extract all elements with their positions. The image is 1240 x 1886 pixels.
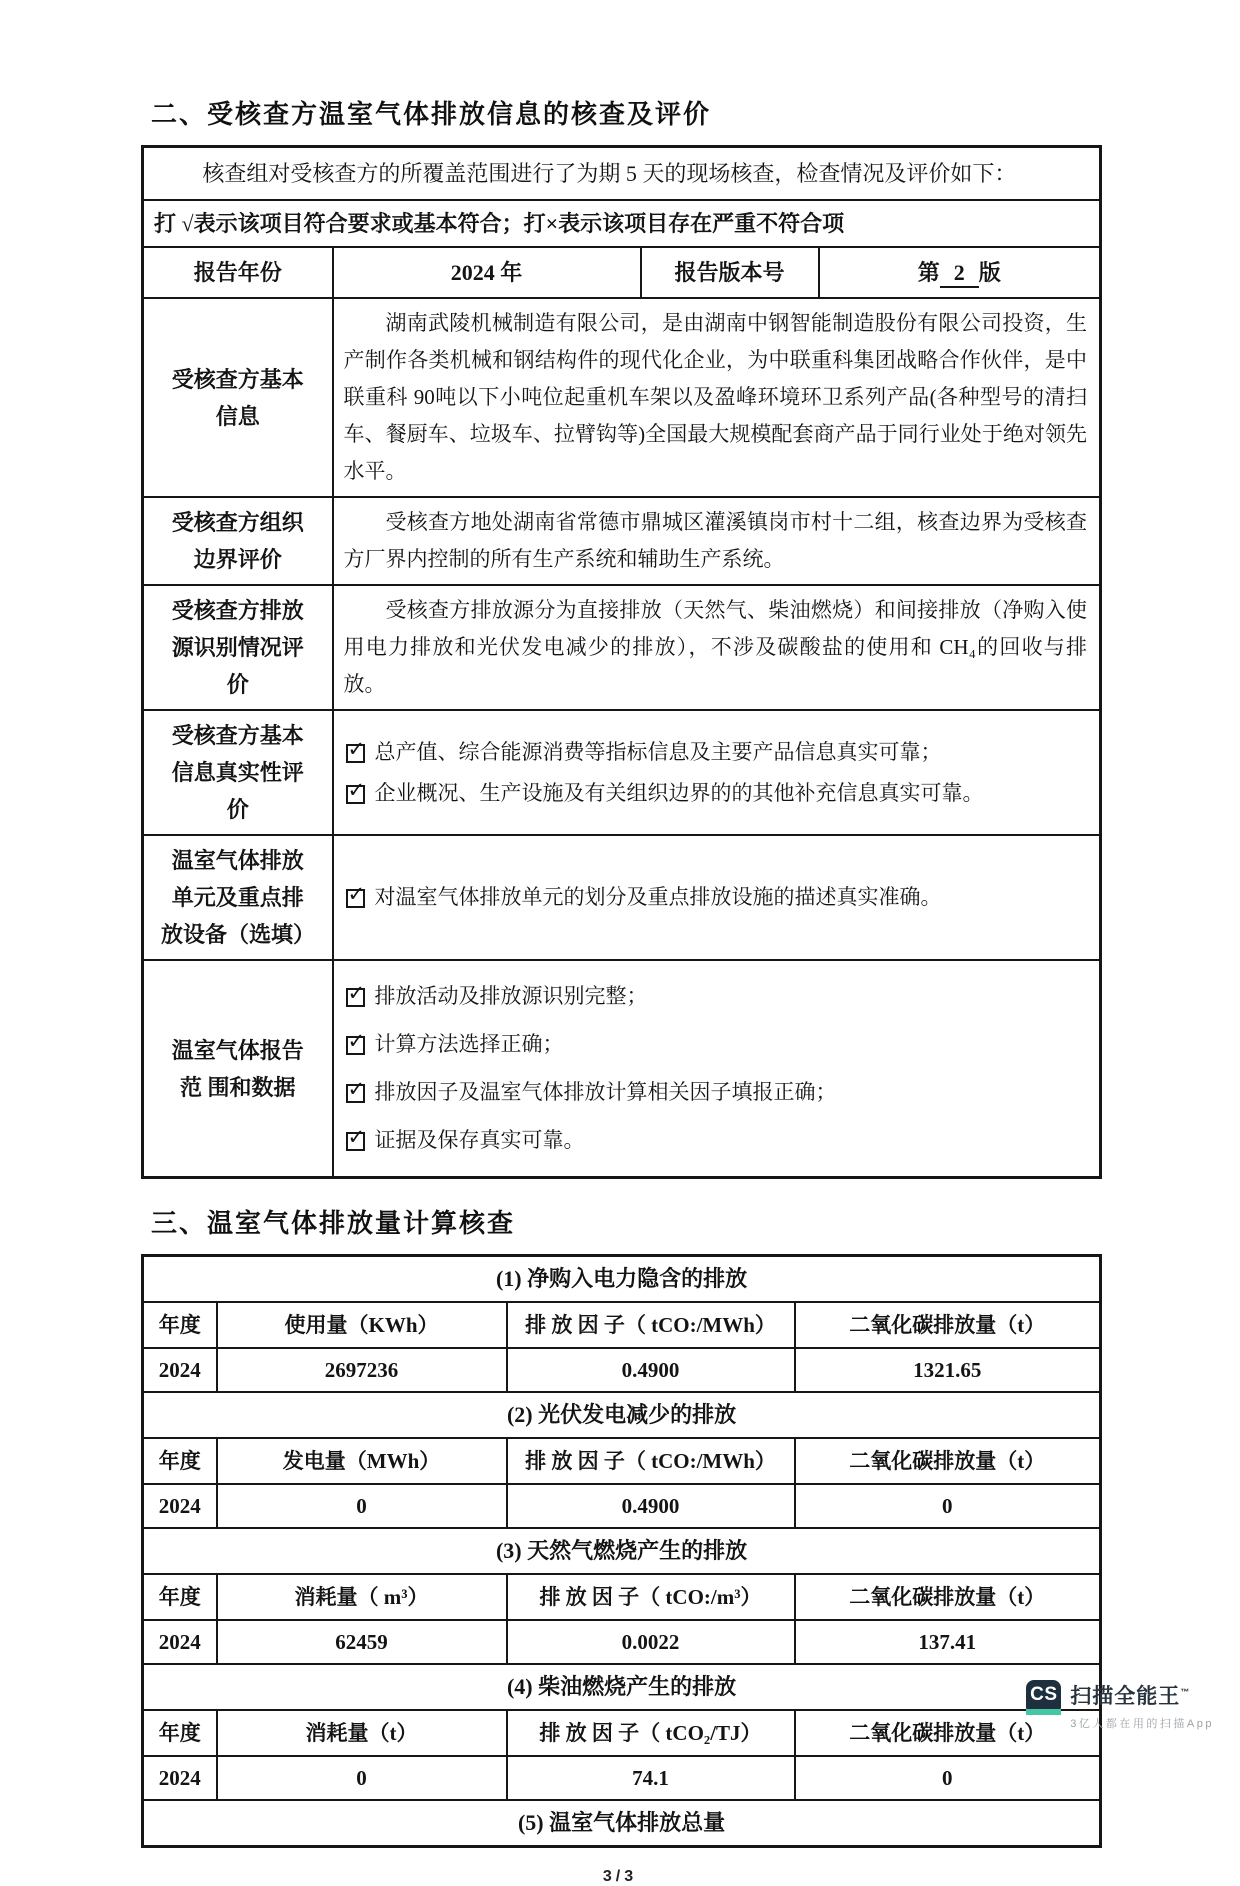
column-header-co2: 二氧化碳排放量（t） [795, 1710, 1101, 1756]
row-content-org-boundary: 受核查方地处湖南省常德市鼎城区灌溪镇岗市村十二组，核查边界为受核查方厂界内控制的所有生产系统和辅助生产系统。 [333, 497, 1101, 585]
column-header-co2: 二氧化碳排放量（t） [795, 1438, 1101, 1484]
cell-factor: 0.4900 [507, 1348, 795, 1392]
camscanner-name-text: 扫描全能王 [1070, 1685, 1181, 1708]
table-row [143, 1256, 1101, 1303]
checklist-item [344, 1075, 1090, 1110]
report-year-label: 报告年份 [143, 247, 333, 298]
subtable-title-total: (5) 温室气体排放总量 [143, 1800, 1101, 1847]
cell-year: 2024 [143, 1756, 217, 1800]
table-row [143, 1710, 1101, 1756]
camscanner-badge [1026, 1680, 1214, 1731]
section-3-title: 三、温室气体排放量计算核查 [151, 1209, 516, 1238]
checkbox-checked-icon [346, 1084, 365, 1103]
page-number: 3/3 [602, 1868, 638, 1885]
cell-co2: 0 [795, 1484, 1101, 1528]
subtable-title-electricity: (1) 净购入电力隐含的排放 [143, 1256, 1101, 1303]
table-row [143, 298, 1101, 497]
report-year-value: 2024 年 [333, 247, 641, 298]
subtable-title-natural-gas: (3) 天然气燃烧产生的排放 [143, 1528, 1101, 1574]
checklist-item-text: 排放因子及温室气体排放计算相关因子填报正确； [374, 1080, 837, 1104]
table-row [143, 1392, 1101, 1438]
table-row [143, 497, 1101, 585]
cell-co2: 0 [795, 1756, 1101, 1800]
checklist-item-text: 企业概况、生产设施及有关组织边界的的其他补充信息真实可靠。 [374, 780, 984, 805]
report-version-label: 报告版本号 [641, 247, 819, 298]
checkbox-checked-icon [346, 744, 365, 763]
row-label-org-boundary: 受核查方组织边界评价 [143, 497, 333, 585]
cell-year: 2024 [143, 1620, 217, 1664]
checkbox-checked-icon [346, 1132, 365, 1151]
table-row [143, 247, 1101, 298]
checkbox-checked-icon [346, 988, 365, 1007]
column-header-year: 年度 [143, 1710, 217, 1756]
column-header-factor: 排 放 因 子（ tCO:/m³） [507, 1574, 795, 1620]
column-header-year: 年度 [143, 1438, 217, 1484]
checkbox-checked-icon [346, 1036, 365, 1055]
column-header-co2: 二氧化碳排放量（t） [795, 1302, 1101, 1348]
camscanner-logo-text: CS [1030, 1683, 1058, 1705]
subtable-title-photovoltaic: (2) 光伏发电减少的排放 [143, 1392, 1101, 1438]
checkbox-checked-icon [346, 889, 365, 908]
column-header-factor: 排 放 因 子（ tCO:/MWh） [507, 1302, 795, 1348]
version-number: 2 [940, 260, 979, 288]
checkbox-checked-icon [346, 785, 365, 804]
checklist-item-text: 排放活动及排放源识别完整； [374, 984, 648, 1008]
checklist-item [344, 1123, 1090, 1158]
column-header-factor: 排 放 因 子（ tCO:/MWh） [507, 1438, 795, 1484]
row-content-emission-units [333, 835, 1101, 960]
camscanner-tagline: 3亿人都在用的扫描App [1070, 1718, 1214, 1730]
row-label-emission-units: 温室气体排放单元及重点排放设备（选填） [143, 835, 333, 960]
checklist-item [344, 735, 1090, 770]
cell-co2: 137.41 [795, 1620, 1101, 1664]
column-header-usage: 使用量（KWh） [217, 1302, 507, 1348]
checklist-item-text: 对温室气体排放单元的划分及重点排放设施的描述真实准确。 [374, 885, 942, 909]
checklist-item [344, 776, 1090, 811]
table-row [143, 200, 1101, 247]
version-prefix: 第 [917, 260, 940, 285]
row-label-basic-info: 受核查方基本信息 [143, 298, 333, 497]
column-header-co2: 二氧化碳排放量（t） [795, 1574, 1101, 1620]
subtable-title-diesel: (4) 柴油燃烧产生的排放 [143, 1664, 1101, 1710]
verification-table [141, 145, 1102, 1179]
cell-consumption: 0 [217, 1756, 507, 1800]
table-row [143, 1484, 1101, 1528]
checklist-item [344, 1027, 1090, 1062]
camscanner-logo-icon [1026, 1680, 1061, 1715]
table-row [143, 1574, 1101, 1620]
column-header-generation: 发电量（MWh） [217, 1438, 507, 1484]
section-2-title: 二、受核查方温室气体排放信息的核查及评价 [151, 100, 712, 129]
cell-usage: 2697236 [217, 1348, 507, 1392]
column-header-consumption: 消耗量（ m³） [217, 1574, 507, 1620]
table-row [143, 1620, 1101, 1664]
column-header-factor: 排 放 因 子（ tCO₂/TJ） [507, 1710, 795, 1756]
emissions-calculation-table [141, 1254, 1102, 1848]
table-row [143, 710, 1101, 835]
checklist-item [344, 880, 1090, 915]
table-row [143, 585, 1101, 710]
table-row [143, 1756, 1101, 1800]
row-label-report-scope: 温室气体报告 范 围和数据 [143, 960, 333, 1178]
table-row [143, 1438, 1101, 1484]
cell-generation: 0 [217, 1484, 507, 1528]
trademark-mark: ™ [1180, 1687, 1191, 1697]
row-content-emission-source: 受核查方排放源分为直接排放（天然气、柴油燃烧）和间接排放（净购入使用电力排放和光伏发电减少的排放），不涉及碳酸盐的使用和 CH₄的回收与排放。 [333, 585, 1101, 710]
row-content-report-scope [333, 960, 1101, 1178]
checklist-item-text: 计算方法选择正确； [374, 1032, 564, 1056]
camscanner-name [1070, 1680, 1214, 1709]
table-row [143, 1348, 1101, 1392]
column-header-consumption: 消耗量（t） [217, 1710, 507, 1756]
report-version-value [819, 247, 1101, 298]
cell-factor: 0.0022 [507, 1620, 795, 1664]
verification-intro-text: 核查组对受核查方的所覆盖范围进行了为期 5 天的现场核查，检查情况及评价如下： [143, 147, 1101, 201]
checklist-item-text: 总产值、综合能源消费等指标信息及主要产品信息真实可靠； [374, 739, 942, 764]
table-row [143, 960, 1101, 1178]
table-row [143, 1800, 1101, 1847]
checklist-item-text: 证据及保存真实可靠。 [374, 1128, 585, 1152]
table-row [143, 1664, 1101, 1710]
cell-factor: 0.4900 [507, 1484, 795, 1528]
camscanner-text-block [1070, 1680, 1214, 1731]
column-header-year: 年度 [143, 1574, 217, 1620]
row-label-authenticity: 受核查方基本信息真实性评价 [143, 710, 333, 835]
version-suffix: 版 [978, 260, 1001, 285]
row-content-authenticity [333, 710, 1101, 835]
verification-legend-text: 打 √表示该项目符合要求或基本符合；打×表示该项目存在严重不符合项 [143, 200, 1101, 247]
row-label-emission-source: 受核查方排放源识别情况评价 [143, 585, 333, 710]
cell-year: 2024 [143, 1484, 217, 1528]
cell-factor: 74.1 [507, 1756, 795, 1800]
checklist-item [344, 979, 1090, 1014]
cell-year: 2024 [143, 1348, 217, 1392]
table-row [143, 1302, 1101, 1348]
document-content [141, 94, 1099, 1886]
column-header-year: 年度 [143, 1302, 217, 1348]
cell-co2: 1321.65 [795, 1348, 1101, 1392]
cell-consumption: 62459 [217, 1620, 507, 1664]
row-content-basic-info: 湖南武陵机械制造有限公司，是由湖南中钢智能制造股份有限公司投资，生产制作各类机械和钢结构件的现代化企业，为中联重科集团战略合作伙伴，是中联重科 90吨以下小吨位起重机车架以及盈峰环境环卫系列产品(各种型号的清扫车、餐厨车、垃圾车、拉臂钩等)全国最大规模配套商产品于同行业处于绝对领先水平。 [333, 298, 1101, 497]
table-row [143, 1528, 1101, 1574]
table-row [143, 835, 1101, 960]
table-row [143, 147, 1101, 201]
